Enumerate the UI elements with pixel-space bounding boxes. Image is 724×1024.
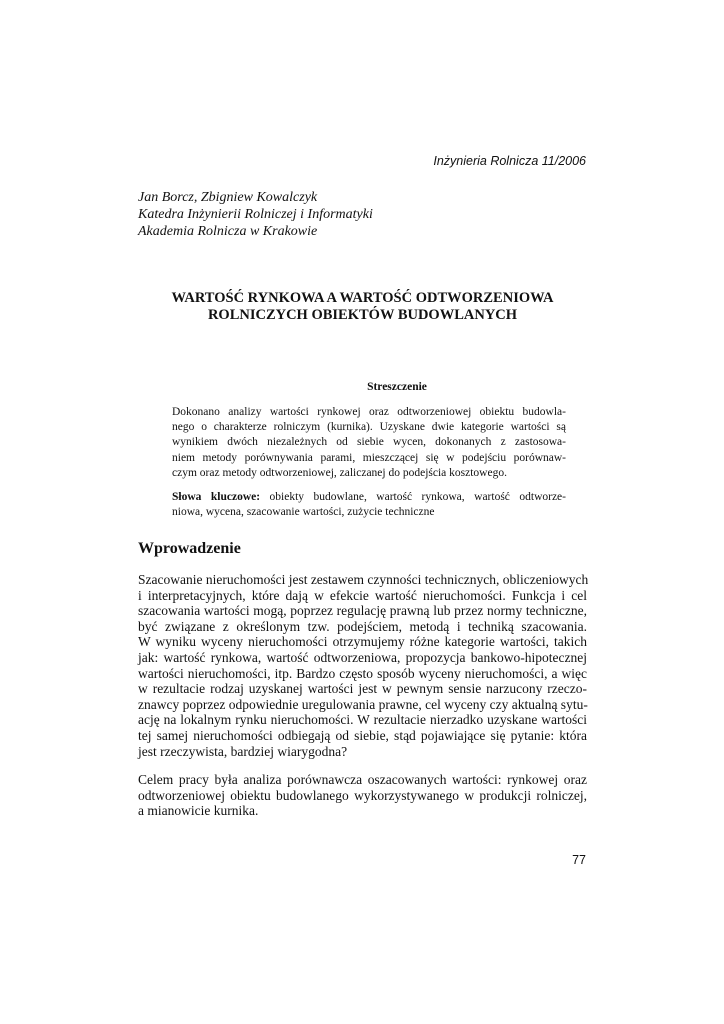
keywords-label: Słowa kluczowe: xyxy=(172,490,261,503)
title-line-1: WARTOŚĆ RYNKOWA A WARTOŚĆ ODTWORZENIOWA xyxy=(171,290,554,306)
section-heading: Wprowadzenie xyxy=(138,540,241,557)
keywords-text-1: obiekty budowlane, wartość rynkowa, wartość odtworze- xyxy=(260,490,566,503)
abstract-line: czym oraz metody odtworzeniowej, zaliczanej do podejścia kosztowego. xyxy=(172,466,507,479)
body-line: ację na lokalnym rynku nieruchomości. W rezultacie nierzadko uzyskane wartości xyxy=(138,712,587,728)
body-line: Celem pracy była analiza porównawcza oszacowanych wartości: rynkowej oraz xyxy=(138,772,587,788)
author-names: Jan Borcz, Zbigniew Kowalczyk xyxy=(138,190,318,205)
keywords-line-1 xyxy=(172,490,566,505)
paragraph-1 xyxy=(138,572,587,759)
keywords xyxy=(172,490,566,520)
journal-header: Inżynieria Rolnicza 11/2006 xyxy=(433,154,586,168)
author-university: Akademia Rolnicza w Krakowie xyxy=(138,224,318,239)
body-line: szacowania wartości mogą, poprzez regulację prawną lub przez normy techniczne, xyxy=(138,603,587,619)
body-line: jest rzeczywista, bardziej wiarygodna? xyxy=(138,743,348,759)
body-line: być związane z określonym tzw. podejściem, metodą i techniką szacowania. xyxy=(138,618,587,634)
page-number: 77 xyxy=(572,853,586,867)
title-line-2: ROLNICZYCH OBIEKTÓW BUDOWLANYCH xyxy=(207,307,518,323)
body-line: a mianowicie kurnika. xyxy=(138,803,259,819)
author-department: Katedra Inżynierii Rolniczej i Informatyki xyxy=(138,207,373,222)
paragraph-2 xyxy=(138,772,587,819)
body-text xyxy=(138,572,587,819)
body-line: wartości nieruchomości, itp. Bardzo często sposób wyceny nieruchomości, a więc xyxy=(138,665,587,681)
body-line: Szacowanie nieruchomości jest zestawem czynności technicznych, obliczeniowych xyxy=(138,572,589,587)
body-line: odtworzeniowej obiektu budowlanego wykorzystywanego w produkcji rolniczej, xyxy=(138,787,587,803)
paper-title xyxy=(138,290,587,324)
abstract xyxy=(172,405,566,520)
keywords-line-2: niowa, wycena, szacowanie wartości, zużycie techniczne xyxy=(172,506,435,519)
abstract-line: niem metody porównywania parami, mieszczącej się w podejściu porównaw- xyxy=(172,451,566,464)
body-line: i interpretacyjnych, które dają w efekcie wartość nieruchomości. Funkcja i cel xyxy=(138,587,587,603)
body-line: W wyniku wyceny nieruchomości otrzymujemy różne kategorie wartości, takich xyxy=(138,634,587,650)
abstract-line: Dokonano analizy wartości rynkowej oraz odtworzeniowej obiektu budowla- xyxy=(172,406,566,418)
body-line: jak: wartość rynkowa, wartość odtworzeniowa, propozycja bankowo-hipotecznej xyxy=(138,649,587,665)
abstract-line: nego o charakterze rolniczym (kurnika). Uzyskane dwie kategorie wartości są xyxy=(172,421,566,434)
body-line: znawcy poprzez odpowiednie uregulowania prawne, cel wyceny czy aktualną sytu- xyxy=(138,696,588,712)
abstract-line: wynikiem dwóch niezależnych od siebie wycen, dokonanych z zastosowa- xyxy=(172,436,566,449)
abstract-heading: Streszczenie xyxy=(367,381,427,393)
body-line: tej samej nieruchomości odbiegają od siebie, stąd pojawiające się pytanie: która xyxy=(138,727,587,743)
body-line: w rezultacie rodzaj uzyskanej wartości jest w pewnym sensie narzucony rzeczo- xyxy=(138,681,587,697)
author-block xyxy=(138,189,373,240)
